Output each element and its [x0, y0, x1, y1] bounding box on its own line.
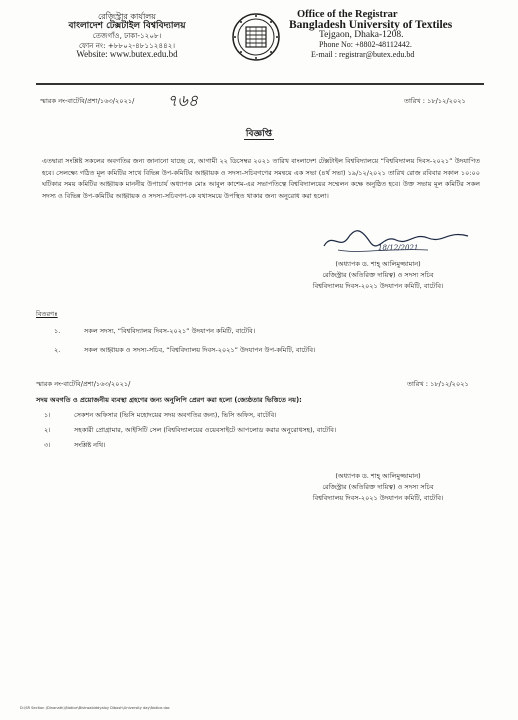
signature-1-block	[268, 259, 488, 292]
letterhead-english	[289, 10, 489, 60]
memo2-item-number: ২।	[44, 426, 51, 434]
signature-1-handwriting	[318, 224, 478, 260]
memo2-date: তারিখ : ১৮/১২/২০২১	[407, 380, 469, 388]
list-item	[54, 326, 484, 337]
signature-2-block	[268, 471, 488, 504]
signature-2-name: (অধ্যাপক ড. শাহ্ আলিমুজ্জামান)	[335, 472, 421, 480]
memo2-item-number: ৩।	[44, 441, 51, 449]
memo2-ref: স্মারক নং-বাটেবি/প্রশা/১৬৩/২০২১/	[36, 380, 131, 388]
en-phone: Phone No: +8802-48112442.	[319, 40, 412, 49]
bn-address: তেজগাঁও, ঢাকা-১২০৮।	[92, 31, 162, 40]
list-item	[44, 440, 484, 451]
en-office: Office of the Registrar	[297, 9, 398, 20]
distribution-list	[54, 326, 484, 356]
list-item	[44, 425, 484, 436]
list-item	[54, 345, 484, 356]
list-item	[44, 410, 484, 421]
notice-body: এতদ্বারা সংশ্লিষ্ট সকলের অবগতির জন্য জানানো যাচ্ছে যে, আগামী ২২ ডিসেম্বর ২০২১ তারিখ বাংলাদেশ টেক্সটাইল বিশ্ববিদ্যালয়ে “বিশ্ববিদ্যালয় দিবস-২০২১” উদযাপিত হবে। সেলক্ষ্যে গঠিত মূল কমিটির সাথে বিভিন্ন উপ-কমিটির আহ্বায়ক ও সদস্য-সচিবগণের সমন্বয়ে এক সভা (৪র্থ সভা) ১৯/১২/২০২১ তারিখ রোজ রবিবার সকাল ১০:০০ ঘটিকার সময় কমিটির আহ্বায়ক মাননীয় উপাচার্য অধ্যাপক মোঃ আবুল কাশেম-এর সভাপতিত্বে বিশ্ববিদ্যালয়ের সম্মেলন কক্ষে অনুষ্ঠিত হবে। উক্ত সভায় মূল কমিটির সকল সদস্য ও বিভিন্ন উপ-কমিটির আহ্বায়ক ও সদস্য-সচিবগণ-কে যথাসময়ে উপস্থিত থাকার জন্য অনুরোধ করা হলো।	[42, 157, 480, 200]
university-logo	[231, 12, 281, 62]
memo1-ref: স্মারক নং-বাটেবি/প্রশা/১৬৩/২০২১/	[40, 97, 135, 105]
signature-1-designation: রেজিস্ট্রার (অতিরিক্ত দায়িত্ব) ও সদস্য সচিব	[322, 271, 434, 279]
notice-title-wrap	[0, 121, 518, 141]
bn-office: রেজিস্ট্রার কার্যালয়	[98, 12, 156, 21]
memo2-item-text: সংশ্লিষ্ট নথি।	[74, 441, 106, 449]
distribution-item-number: ১.	[54, 327, 61, 335]
memo1-handwritten-number: ৭৬৪	[167, 91, 199, 110]
signature-2-designation: রেজিস্ট্রার (অতিরিক্ত দায়িত্ব) ও সদস্য সচিব	[322, 483, 434, 491]
signature-1-name: (অধ্যাপক ড. শাহ্ আলিমুজ্জামান)	[335, 260, 421, 268]
distribution-heading: বিতরণঃ	[36, 310, 58, 318]
bn-university-name: বাংলাদেশ টেক্সটাইল বিশ্ববিদ্যালয়	[68, 20, 186, 31]
distribution-item-text: সকল সদস্য, “বিশ্ববিদ্যালয় দিবস-২০২১” উদযাপন কমিটি, বাটেবি।	[84, 327, 256, 335]
memo1-date: তারিখ : ১৮/১২/২০২১	[404, 97, 466, 105]
signature-2-committee: বিশ্ববিদ্যালয় দিবস-২০২১ উদযাপন কমিটি, বাটেবি।	[312, 494, 444, 502]
signature-1-committee: বিশ্ববিদ্যালয় দিবস-২০২১ উদযাপন কমিটি, বাটেবি।	[312, 282, 444, 290]
distribution-item-text: সকল আহ্বায়ক ও সদস্য-সচিব, “বিশ্ববিদ্যালয় দিবস-২০২১” উদযাপন উপ-কমিটি, বাটেবি।	[84, 346, 316, 354]
notice-title: বিজ্ঞপ্তি	[245, 129, 273, 139]
letterhead-bengali	[22, 12, 232, 60]
memo2-item-text: সেকশন অফিসার (ভিসি মহোদয়ের সদয় অবগতির জন্য), ভিসি অফিস, বাটেবি।	[74, 411, 277, 419]
bn-phone: ফোন নং: +৮৮০২-৪৮১১২৪৪২।	[78, 40, 176, 50]
memo2-item-number: ১।	[44, 411, 51, 419]
memo2-item-text: সহকারী প্রোগ্রামার, আইসিটি সেল (বিশ্ববিদ্যালয়ের ওয়েবসাইটে আপলোড করার অনুরোধসহ), বাটেবি।	[74, 426, 337, 434]
en-email: E-mail : registrar@butex.edu.bd	[311, 50, 415, 59]
en-university-name: Bangladesh University of Textiles	[289, 19, 453, 31]
letterhead-divider	[36, 83, 484, 85]
signature-1-date-handwritten: 18/12/2021	[378, 244, 419, 252]
footer-file-path: D:\SR Section (Dinanath)\Notice\Bishwabiddyaloy Dibosh\University day\Notice.doc	[20, 706, 170, 710]
memo2-heading: সদয় অবগতি ও প্রয়োজনীয় ব্যবস্থা গ্রহণের জন্য অনুলিপি প্রেরণ করা হলো (জ্যেষ্ঠতার ভিত্তিতে নয়):	[36, 396, 302, 404]
memo2-list	[44, 410, 484, 451]
distribution-item-number: ২.	[54, 346, 61, 354]
en-address: Tejgaon, Dhaka-1208.	[319, 30, 404, 40]
website: Website: www.butex.edu.bd	[76, 49, 178, 59]
